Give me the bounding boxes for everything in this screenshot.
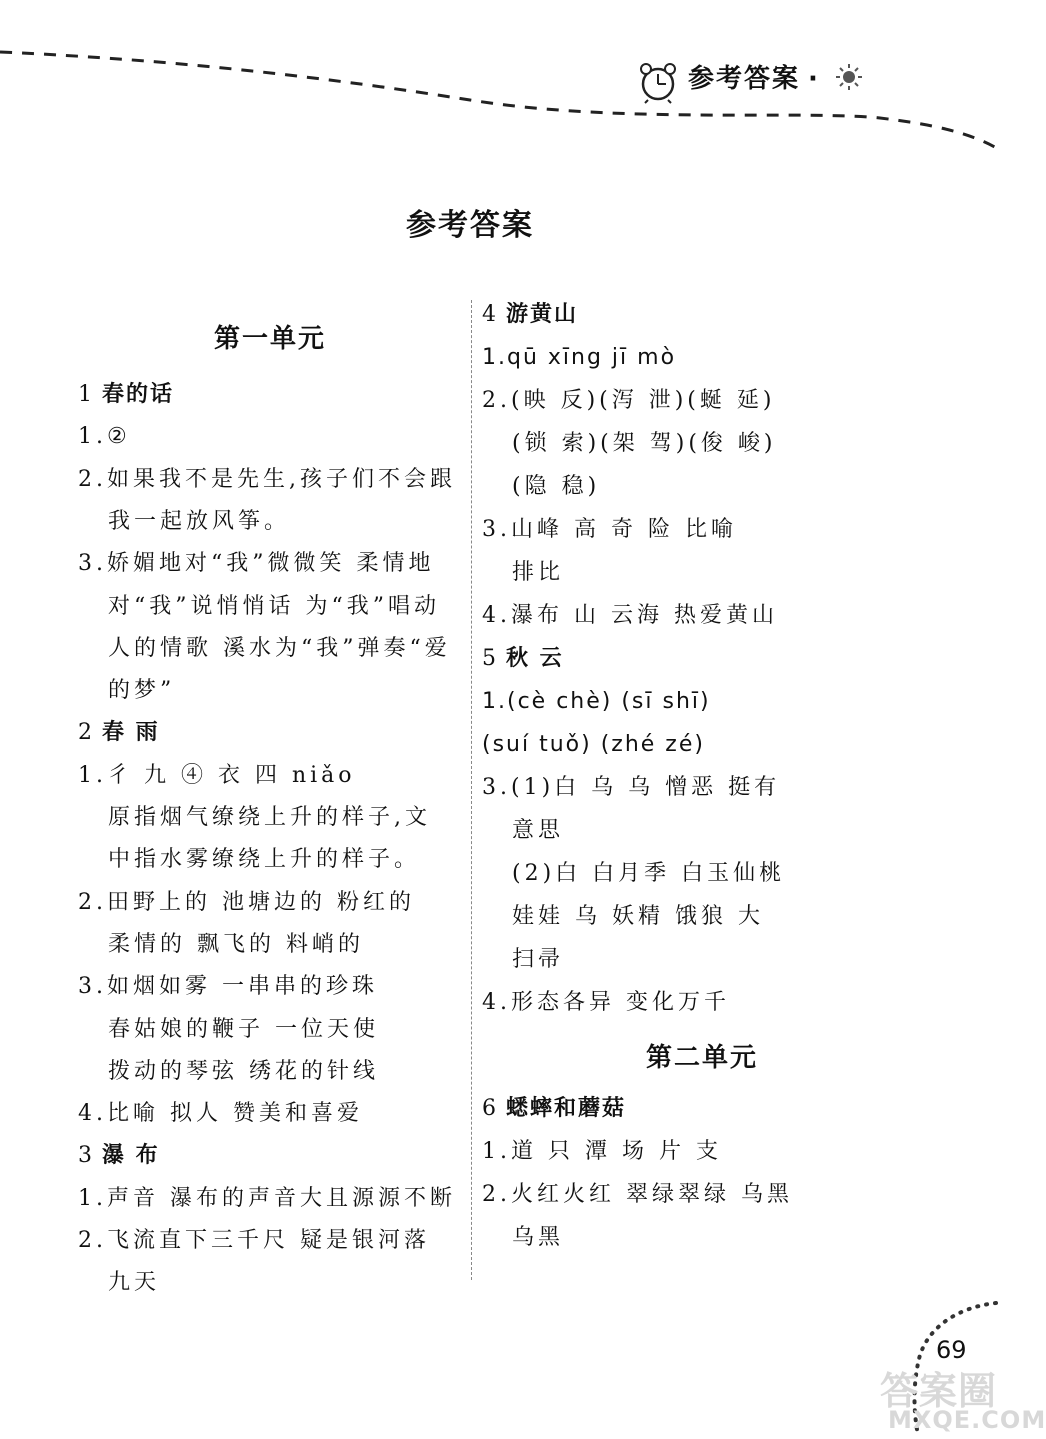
lesson-heading [482, 644, 564, 674]
right-answer-line: 2.火红火红 翠绿翠绿 乌黑 [482, 1182, 793, 1207]
lesson-title: 蟋蟀和蘑菇 [506, 1096, 627, 1121]
right-answer-line: 乌黑 [512, 1225, 565, 1250]
left-answer-line: 1.彳 九 ④ 衣 四 niǎo [78, 762, 356, 788]
left-answer-line: 我一起放风筝。 [108, 508, 291, 534]
right-answer-line: (隐 稳) [512, 474, 601, 499]
right-answer-line: 1.道 只 潭 场 片 支 [482, 1139, 722, 1164]
page-title: 参考答案 [406, 208, 534, 243]
unit-title-1: 第一单元 [213, 324, 326, 354]
left-answer-line: 中指水雾缭绕上升的样子。 [108, 847, 421, 873]
left-answer-line: 对“我”说悄悄话 为“我”唱动 [108, 593, 440, 619]
left-answer-line: 2.田野上的 池塘边的 粉红的 [78, 889, 415, 915]
lesson-number: 1 [78, 382, 94, 407]
lesson-title: 瀑 布 [102, 1143, 160, 1169]
left-answer-line: 3.如烟如雾 一串串的珍珠 [78, 974, 378, 1000]
right-answer-line: (锁 索)(架 驾)(俊 峻) [512, 431, 777, 456]
right-answer-line: 1.qū xīng jī mò [482, 345, 677, 370]
lesson-number: 6 [482, 1096, 498, 1121]
unit-title-2: 第二单元 [645, 1043, 758, 1073]
right-answer-line: 3.山峰 高 奇 险 比喻 [482, 517, 737, 542]
right-answer-line: 4.形态各异 变化万千 [482, 990, 730, 1015]
right-answer-line: 4.瀑布 山 云海 热爱黄山 [482, 603, 778, 628]
left-answer-line: 柔情的 飘飞的 料峭的 [108, 931, 364, 957]
left-answer-line: 2.如果我不是先生,孩子们不会跟 [78, 466, 456, 492]
lesson-number: 5 [482, 646, 498, 671]
right-answer-line: 排比 [512, 560, 565, 585]
right-answer-line: 2.(映 反)(泻 泄)(蜒 延) [482, 388, 776, 413]
header-label: 参考答案 · [688, 64, 820, 94]
right-answer-line: 意思 [512, 818, 565, 843]
right-answer-line: (2)白 白月季 白玉仙桃 [512, 861, 786, 886]
left-answer-line: 春姑娘的鞭子 一位天使 [108, 1016, 379, 1042]
sun-icon [834, 62, 864, 92]
column-divider [471, 300, 472, 1280]
left-answer-line: 原指烟气缭绕上升的样子,文 [108, 805, 431, 830]
left-answer-line: 人的情歌 溪水为“我”弹奏“爱 [108, 635, 451, 661]
lesson-heading [78, 380, 174, 410]
lesson-heading [78, 1141, 160, 1171]
right-answer-line: 扫帚 [512, 947, 565, 972]
lesson-title: 春的话 [102, 382, 175, 407]
left-answer-line: 的梦” [108, 678, 176, 704]
left-answer-line: 九天 [108, 1270, 161, 1296]
right-answer-line: 3.(1)白 乌 乌 憎恶 挺有 [482, 775, 781, 800]
left-answer-line: 1.声音 瀑布的声音大且源源不断 [78, 1185, 456, 1211]
lesson-number: 3 [78, 1143, 94, 1169]
lesson-number: 2 [78, 720, 94, 746]
watermark-url: MXQE.COM [888, 1406, 1046, 1434]
left-answer-line: 4.比喻 拟人 赞美和喜爱 [78, 1101, 363, 1127]
left-answer-line: 3.娇媚地对“我”微微笑 柔情地 [78, 551, 435, 577]
lesson-title: 春 雨 [102, 720, 160, 746]
right-answer-line: (suí tuǒ) (zhé zé) [482, 732, 705, 757]
lesson-heading [78, 718, 160, 748]
left-answer-line: 1.② [78, 424, 131, 450]
lesson-number: 4 [482, 302, 498, 327]
alarm-clock-icon [636, 60, 680, 104]
lesson-title: 秋 云 [506, 646, 564, 671]
lesson-heading [482, 1094, 626, 1124]
right-answer-line: 娃娃 乌 妖精 饿狼 大 [512, 904, 764, 929]
left-answer-line: 2.飞流直下三千尺 疑是银河落 [78, 1228, 430, 1253]
watermark-logo: 答案圈 [880, 1369, 998, 1413]
lesson-title: 游黄山 [506, 302, 579, 327]
page-number: 69 [936, 1336, 967, 1364]
lesson-heading [482, 300, 578, 330]
left-answer-line: 拨动的琴弦 绣花的针线 [108, 1058, 379, 1084]
right-answer-line: 1.(cè chè) (sī shī) [482, 689, 711, 714]
